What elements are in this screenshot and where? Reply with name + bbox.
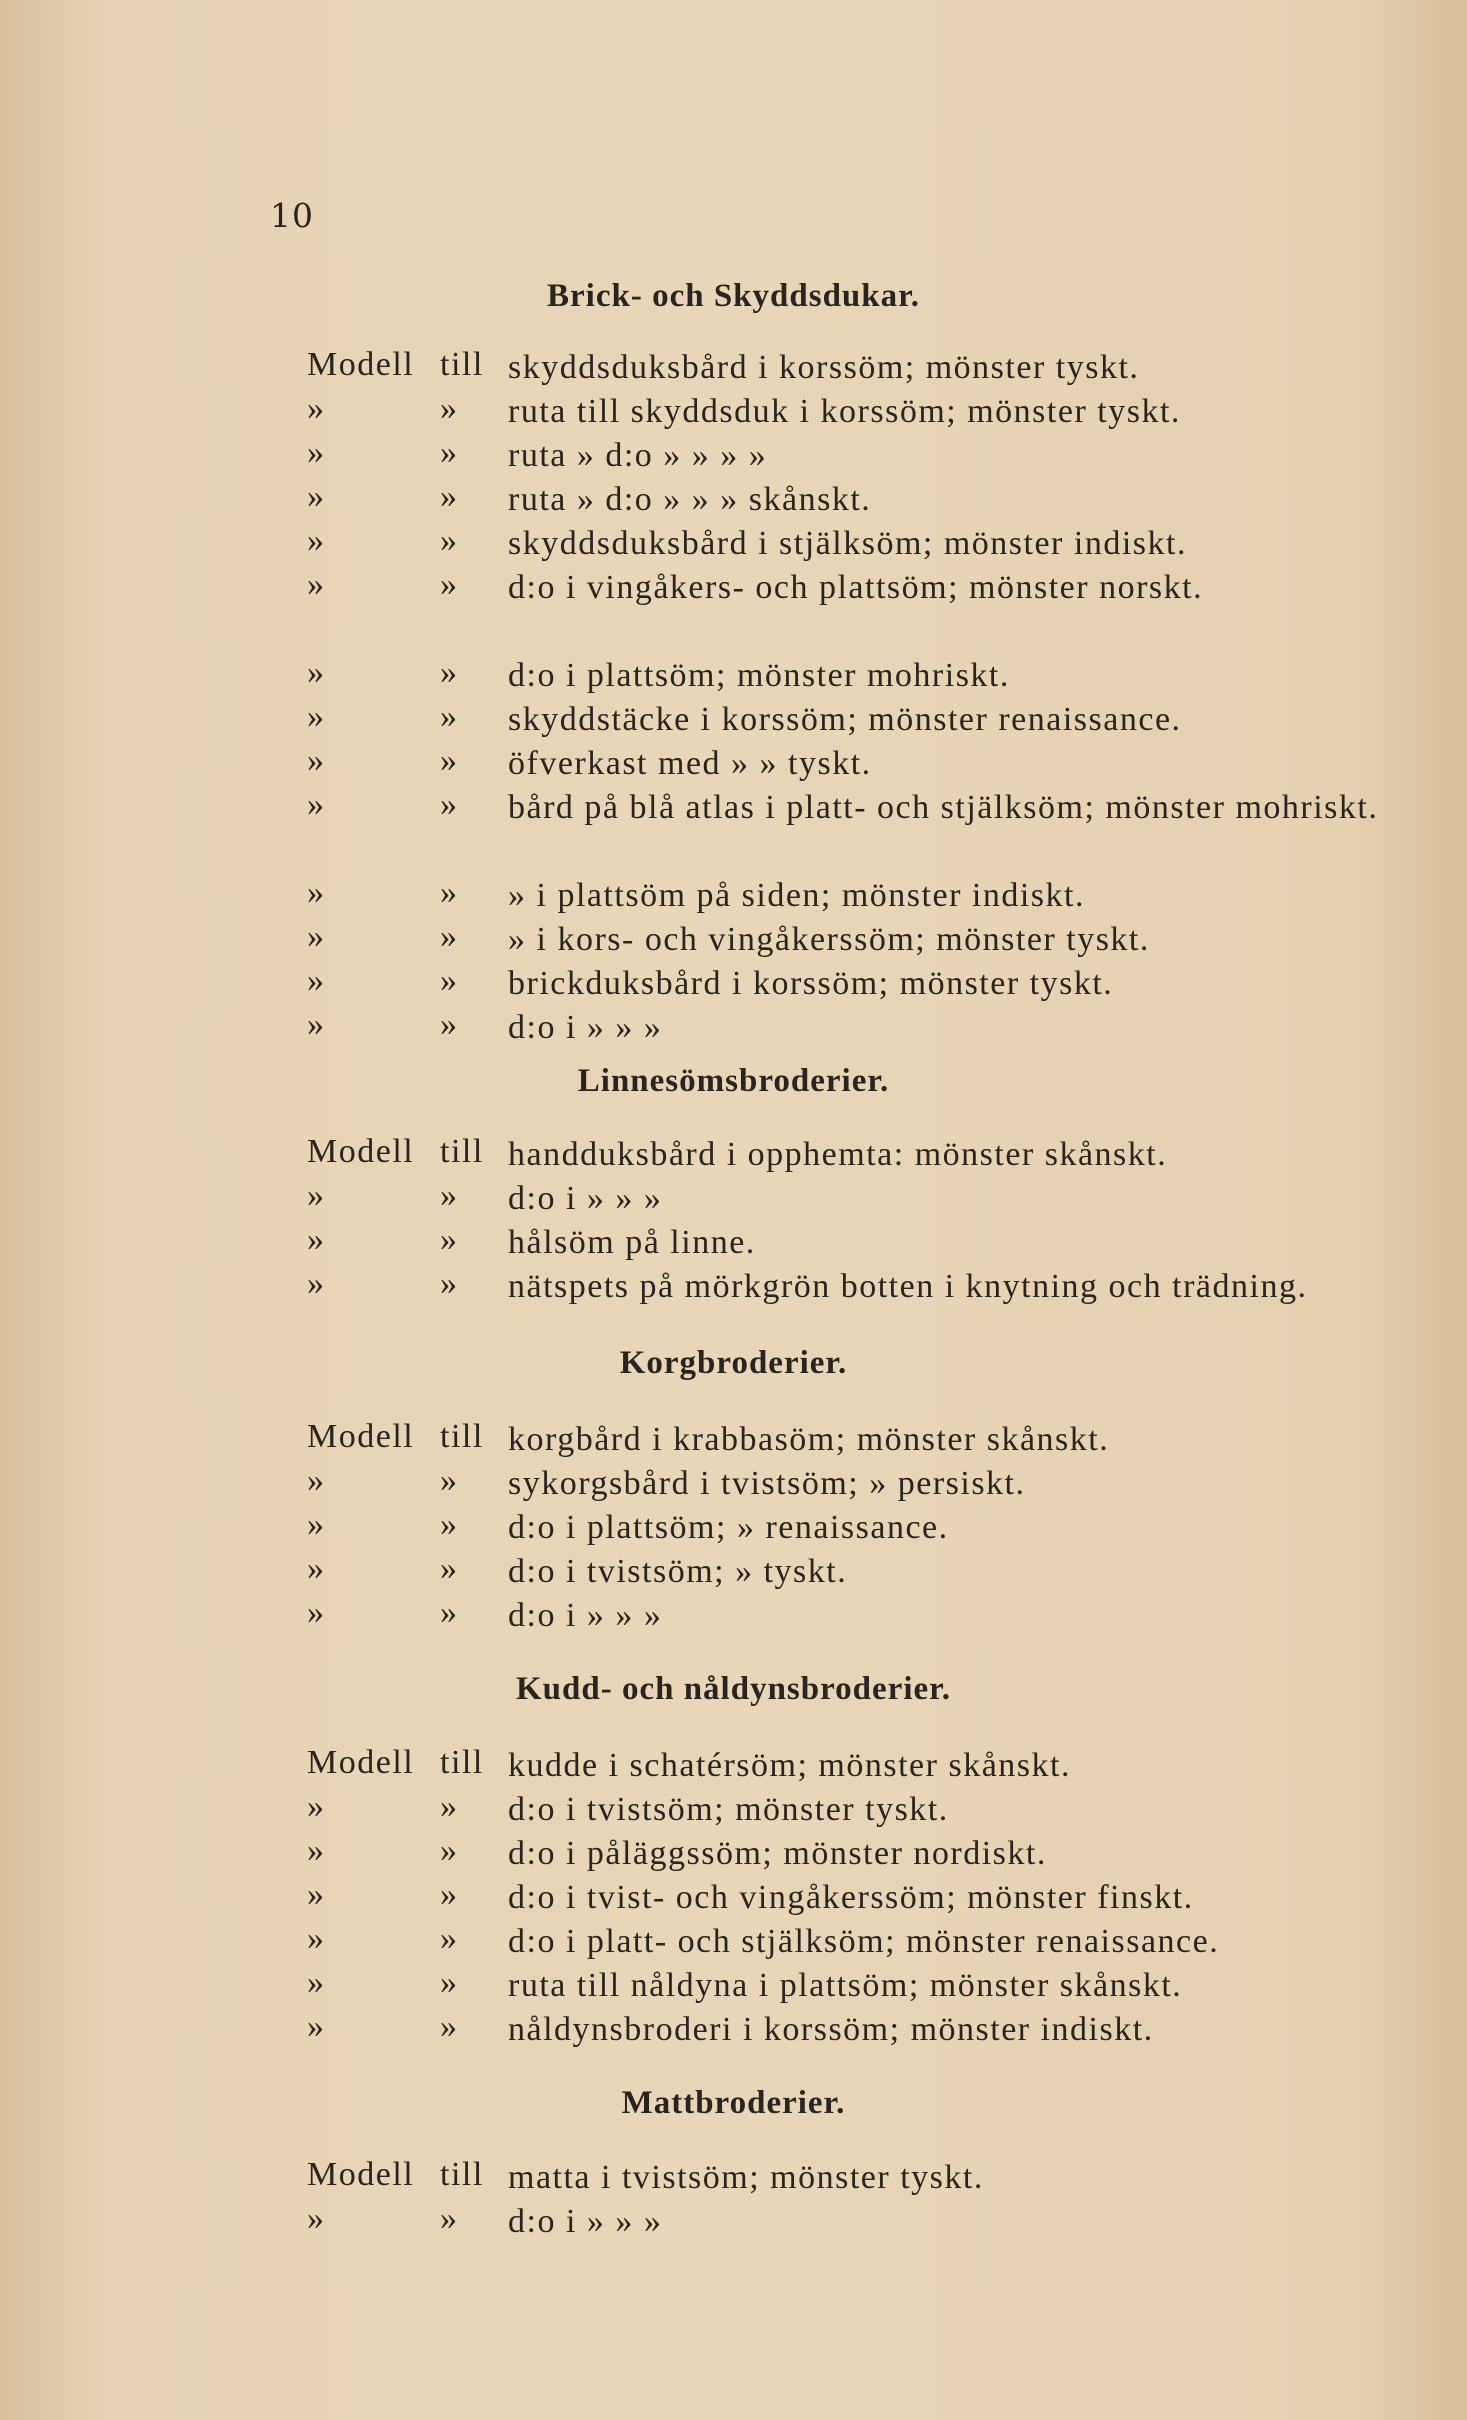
col-a: » <box>307 786 326 823</box>
section-list-matt <box>0 2156 1467 2244</box>
col-text: ruta till nåldyna i plattsöm; mönster skånskt. <box>508 1967 1183 2004</box>
col-b: » <box>440 390 459 427</box>
col-text: skyddstäcke i korssöm; mönster renaissance. <box>508 701 1182 738</box>
col-a: » <box>307 522 326 559</box>
col-text: ruta » d:o » » » skånskt. <box>508 481 872 518</box>
col-text: öfverkast med » » tyskt. <box>508 745 872 782</box>
col-text: d:o i » » » <box>508 2203 663 2240</box>
list-item <box>0 1550 1467 1594</box>
col-text: ruta till skyddsduk i korssöm; mönster tyskt. <box>508 393 1181 430</box>
col-a: » <box>307 2200 326 2237</box>
col-text: hålsöm på linne. <box>508 1224 756 1261</box>
col-a: » <box>307 1006 326 1043</box>
list-item <box>0 742 1467 786</box>
col-b: » <box>440 522 459 559</box>
col-b: » <box>440 1265 459 1302</box>
list-item <box>0 1462 1467 1506</box>
page-number: 10 <box>270 196 314 235</box>
col-a: » <box>307 1788 326 1825</box>
col-b: » <box>440 698 459 735</box>
list-item <box>0 1265 1467 1309</box>
col-a: » <box>307 1265 326 1302</box>
section-list-brick <box>0 346 1467 1050</box>
list-item <box>0 1506 1467 1550</box>
list-item <box>0 786 1467 874</box>
col-text: d:o i tvistsöm; » tyskt. <box>508 1553 848 1590</box>
col-b: » <box>440 566 459 603</box>
col-a: » <box>307 918 326 955</box>
col-b: » <box>440 1221 459 1258</box>
col-a: Modell <box>307 1418 415 1455</box>
col-a: » <box>307 742 326 779</box>
list-item <box>0 1221 1467 1265</box>
col-b: » <box>440 1964 459 2001</box>
col-a: Modell <box>307 2156 415 2193</box>
col-a: » <box>307 390 326 427</box>
col-b: » <box>440 1788 459 1825</box>
section-heading-matt: Mattbroderier. <box>621 2085 846 2121</box>
list-item <box>0 1006 1467 1050</box>
col-b: » <box>440 1462 459 1499</box>
col-text: ruta » d:o » » » » <box>508 437 768 474</box>
col-a: » <box>307 1876 326 1913</box>
col-b: » <box>440 1506 459 1543</box>
list-item <box>0 874 1467 918</box>
col-text: d:o i » » » <box>508 1597 663 1634</box>
list-item <box>0 566 1467 654</box>
col-a: » <box>307 1221 326 1258</box>
col-a: » <box>307 1177 326 1214</box>
col-text: skyddsduksbård i stjälksöm; mönster indiskt. <box>508 525 1187 562</box>
col-b: » <box>440 742 459 779</box>
list-item <box>0 654 1467 698</box>
col-text: d:o i » » » <box>508 1009 663 1046</box>
list-item <box>0 962 1467 1006</box>
col-a: » <box>307 962 326 999</box>
col-b: » <box>440 1876 459 1913</box>
list-item <box>0 1594 1467 1638</box>
col-text: d:o i tvist- och vingåkerssöm; mönster finskt. <box>508 1879 1194 1916</box>
col-b: » <box>440 1550 459 1587</box>
col-b: » <box>440 2200 459 2237</box>
col-b: » <box>440 918 459 955</box>
section-heading-linne: Linnesömsbroderier. <box>577 1063 890 1099</box>
col-text: skyddsduksbård i korssöm; mönster tyskt. <box>508 349 1140 386</box>
col-b: » <box>440 1594 459 1631</box>
list-item <box>0 1133 1467 1177</box>
list-item <box>0 2200 1467 2244</box>
col-a: » <box>307 1594 326 1631</box>
col-b: » <box>440 874 459 911</box>
list-item <box>0 478 1467 522</box>
col-text: d:o i plattsöm; mönster mohriskt. <box>508 657 1010 694</box>
col-a: » <box>307 1920 326 1957</box>
col-text: handduksbård i opphemta: mönster skånskt. <box>508 1136 1168 1173</box>
col-a: Modell <box>307 1744 415 1781</box>
col-b: till <box>440 1744 484 1781</box>
col-a: » <box>307 874 326 911</box>
col-a: » <box>307 698 326 735</box>
col-text: matta i tvistsöm; mönster tyskt. <box>508 2159 984 2196</box>
col-a: » <box>307 1550 326 1587</box>
col-text: d:o i » » » <box>508 1180 663 1217</box>
col-text: d:o i påläggssöm; mönster nordiskt. <box>508 1835 1047 1872</box>
col-text: sykorgsbård i tvistsöm; » persiskt. <box>508 1465 1026 1502</box>
col-a: » <box>307 1506 326 1543</box>
list-item <box>0 346 1467 390</box>
section-list-korg <box>0 1418 1467 1638</box>
col-b: » <box>440 654 459 691</box>
col-b: » <box>440 2008 459 2045</box>
col-a: » <box>307 1462 326 1499</box>
col-text: d:o i tvistsöm; mönster tyskt. <box>508 1791 949 1828</box>
col-text: d:o i vingåkers- och plattsöm; mönster norskt. <box>508 569 1204 606</box>
col-a: Modell <box>307 1133 415 1170</box>
col-text: kudde i schatérsöm; mönster skånskt. <box>508 1747 1071 1784</box>
list-item <box>0 1920 1467 1964</box>
col-a: » <box>307 478 326 515</box>
col-a: » <box>307 1832 326 1869</box>
col-text: » i kors- och vingåkerssöm; mönster tyskt. <box>508 921 1150 958</box>
list-item <box>0 434 1467 478</box>
col-text: bård på blå atlas i platt- och stjälksöm; mönster mohriskt. <box>508 789 1379 826</box>
col-b: » <box>440 1832 459 1869</box>
col-text: korgbård i krabbasöm; mönster skånskt. <box>508 1421 1110 1458</box>
list-item <box>0 698 1467 742</box>
section-list-linne <box>0 1133 1467 1309</box>
col-b: » <box>440 434 459 471</box>
list-item <box>0 2156 1467 2200</box>
list-item <box>0 918 1467 962</box>
col-text: nätspets på mörkgrön botten i knytning och trädning. <box>508 1268 1308 1305</box>
section-heading-kudd: Kudd- och nåldynsbroderier. <box>515 1671 952 1707</box>
list-item <box>0 1876 1467 1920</box>
section-heading-brick: Brick- och Skyddsdukar. <box>547 278 920 314</box>
col-b: » <box>440 962 459 999</box>
col-b: till <box>440 346 484 383</box>
col-b: » <box>440 786 459 823</box>
col-a: Modell <box>307 346 415 383</box>
col-text: d:o i plattsöm; » renaissance. <box>508 1509 949 1546</box>
col-text: brickduksbård i korssöm; mönster tyskt. <box>508 965 1114 1002</box>
section-heading-korg: Korgbroderier. <box>619 1345 848 1381</box>
col-b: till <box>440 1133 484 1170</box>
col-text: d:o i platt- och stjälksöm; mönster renaissance. <box>508 1923 1220 1960</box>
col-b: till <box>440 1418 484 1455</box>
list-item <box>0 1418 1467 1462</box>
list-item <box>0 1744 1467 1788</box>
col-text: » i plattsöm på siden; mönster indiskt. <box>508 877 1085 914</box>
col-text: nåldynsbroderi i korssöm; mönster indiskt. <box>508 2011 1154 2048</box>
list-item <box>0 1177 1467 1221</box>
col-a: » <box>307 566 326 603</box>
list-item <box>0 390 1467 434</box>
col-a: » <box>307 434 326 471</box>
col-a: » <box>307 654 326 691</box>
col-b: » <box>440 478 459 515</box>
list-item <box>0 1964 1467 2008</box>
col-a: » <box>307 1964 326 2001</box>
list-item <box>0 2008 1467 2052</box>
list-item <box>0 1788 1467 1832</box>
col-b: » <box>440 1006 459 1043</box>
col-b: » <box>440 1177 459 1214</box>
col-b: » <box>440 1920 459 1957</box>
section-list-kudd <box>0 1744 1467 2052</box>
list-item <box>0 522 1467 566</box>
col-b: till <box>440 2156 484 2193</box>
list-item <box>0 1832 1467 1876</box>
col-a: » <box>307 2008 326 2045</box>
